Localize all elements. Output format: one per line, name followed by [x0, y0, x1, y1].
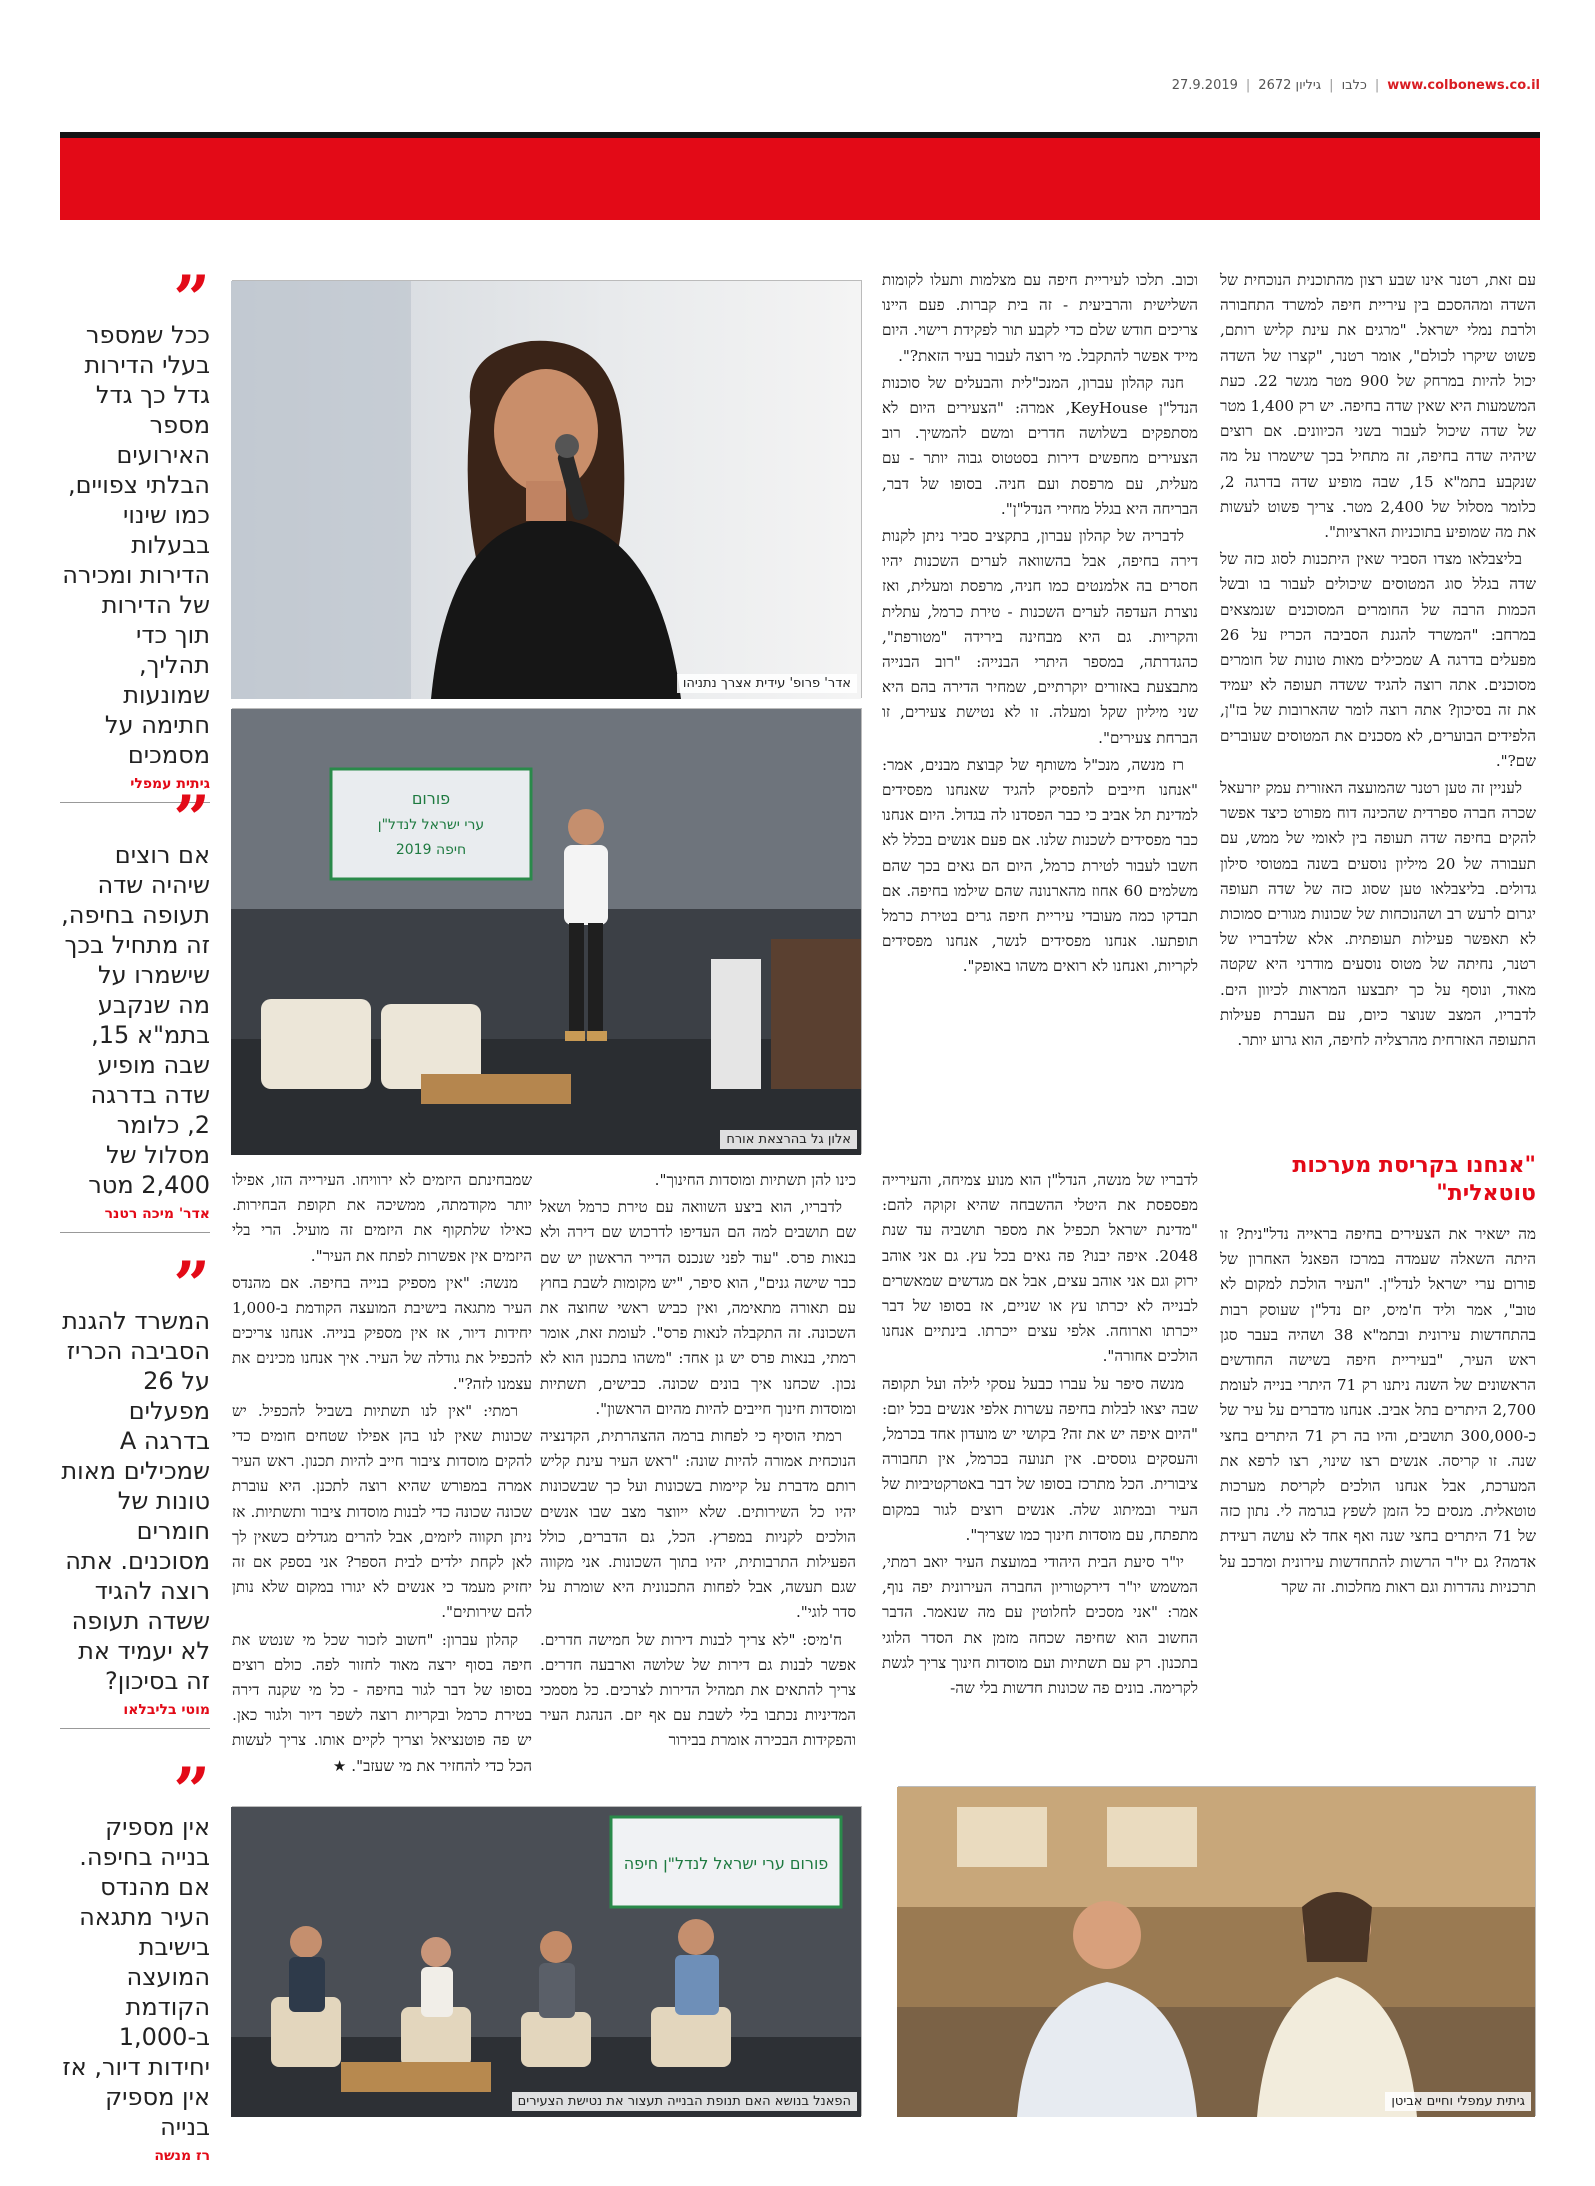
- photo-two-panelists: [898, 1786, 1536, 2116]
- issue-date: 27.9.2019: [1171, 77, 1238, 93]
- article-column-6: [232, 1168, 532, 1775]
- pull-quote: [60, 1248, 210, 1718]
- pull-quote-author: מוטי בליבלאו: [123, 1702, 210, 1718]
- header-separator: |: [1245, 77, 1251, 93]
- photo-speaker-woman: [232, 280, 862, 698]
- issue-number: גיליון 2672: [1258, 77, 1322, 93]
- pull-quote-text: המשרד להגנת הסביבה הכריז על 26 מפעלים בדרגה A שמכילים מאות טונות של חומרים מסוכנים. אתה רוצה להגיד ששדה תעופה לא יעמיד את זה בסיכון?: [61, 1307, 210, 1695]
- paper-name: כלבו: [1341, 77, 1367, 93]
- section-subhead: "אנחנו בקריסת מערכות טוטאלית": [1292, 1153, 1536, 1206]
- paragraph: יו"ר סיעת הבית היהודי במועצת העיר יואב רמתי, המשמש יו"ר דירקטוריון החברה העירונית יפה נוף, אמר: "אני מסכים לחלוטין עם מה שנאמר. הדבר החשוב הוא שחיפה שכחה מזמן את הסדר הלוגי בתכנון. רק עם תשתיות ועם מוסדות חינוך צריך לגשת לקרימה. בונים פה שכונות חדשות בלי שה-: [882, 1553, 1198, 1698]
- header-separator: |: [1374, 77, 1380, 93]
- paragraph: ח'מיס: "לא צריך לבנות דירות של חמישה חדרים. אפשר לבנות גם דירות של שלושה וארבעה חדרים. צריך להתאים את תמהיל הדירות לצרכים. כל מסמכי המדיניות נכתבו בלי לשבת עם אף יזם. הנהגת העיר והפקידות הבכירה אומרת בבירור: [540, 1630, 856, 1750]
- stage-sign-line2: ערי ישראל לנדל"ן: [377, 817, 485, 833]
- photo-caption: הפאנל בנושא האם תנופת הבנייה תעצור את נטישת הצעירים: [512, 2092, 857, 2111]
- page-header: [60, 74, 1540, 96]
- quote-mark-icon: ”: [173, 782, 210, 857]
- pull-quote-text: ככל שמספר בעלי הדירות גדל כך גדל מספר האירועים הבלתי צפויים, כמו שינוי בבעלות הדירות ומכירה של הדירות תוך כדי תהליך, שמונעות חתימה על מסמכים: [62, 321, 210, 769]
- photo-two-panelists-image: [897, 1787, 1535, 2117]
- photo-speaker-woman-image: [231, 281, 861, 699]
- panel-banner-text: פורום ערי ישראל לנדל"ן חיפה: [623, 1854, 829, 1873]
- paragraph: כינו להן תשתיות ומוסדות החינוך".: [654, 1171, 856, 1189]
- paragraph: בליצבלאו מצדו הסביר שאין היתכנות לסוג כזה של שדה בגלל סוג המטוסים שיכולים לעבור בו ובשל הכמות הרבה של החומרים המסוכנים שנמצאים במרחב: "המשרד להגנת הסביבה הכריז על 26 מפעלים בדרגה A שמכילים מאות טונות של חומרים מסוכנים. אתה רוצה להגיד ששדה תעופה לא יעמיד את זה בסיכון? אתה רוצה לומר שהארובות של בז"ן, הלפידים הבוערים, לא מסכנים את המטוסים שעוברים שם?".: [1220, 550, 1536, 770]
- pull-quote-author: אדר' מיכה רטנר: [104, 1206, 210, 1222]
- paragraph: מנשה: "אין מספיק בנייה בחיפה. אם מהנדס העיר מתגאה בישיבת המועצה הקודמת ב-1,000 יחידות דיור, אז אין מספיק בנייה. אנחנו צריכים להכפיל את גודלה של העיר. איך אנחנו מכינים את עצמנו לזה?".: [232, 1273, 532, 1393]
- article-column-1: [1220, 268, 1536, 1138]
- pull-quote-text: אם רוצים שיהיה שדה תעופה בחיפה, זה מתחיל בכך שישמרו על מה שנקבע בתמ"א 15, שבה מופיע שדה בדרגה 2, כלומר מסלול של 2,400 מטר: [61, 841, 210, 1199]
- article-column-2: [882, 268, 1198, 1138]
- article-column-4: [882, 1168, 1198, 1763]
- paragraph: שמבחינתם היזמים לא ירוויחו. העירייה הזו, אפילו יותר מקודמתה, ממשיכה את תקופת הבחירות. כאילו שלתקוף את היזמים זה מועיל. הרי בלי היזמים אין אפשרות לפתח את העיר".: [232, 1171, 532, 1265]
- pull-quote: [60, 262, 210, 792]
- paragraph: לדבריו של מנשה, הנדל"ן הוא מנוע צמיחה, והעירייה מפספסת את היטלי ההשבחה שהיא זקוקה להם: "מדינת ישראל תכפיל את מספר תושביה עד שנת 2048. איפה יבנו? פה גאים בכל עץ. גם אני אוהב ירוק וגם אני אוהב עצים, אבל אם מגדשים שמאשרים לבנייה לא יכרתו עץ או שניים, אז בסופו של דבר ייכרתו וארוחה. אלפי עצים ייכרתו. בינתיים אנחנו הולכים אחורה".: [882, 1171, 1198, 1366]
- photo-caption: גיתית עמפלי וחיים אביטן: [1385, 2092, 1531, 2111]
- photo-speaker-stage-image: [231, 709, 861, 1155]
- paragraph: לדבריה של קהלון עברון, בתקציב סביר ניתן לקנות דירה בחיפה, אבל בהשוואה לערים השכנות יהיו חסרים בה אלמנטים כמו חניה, מרפסת ומעלית, ואז נוצרת העדפה לערים השכנות - טירת כרמל, עתלית והקריות. גם היא מבחינה בירידה "מטורפת", כהגדרתה, במספר היתרי הבנייה: "רוב הבנייה מתבצעת באזורים יוקרתיים, שמחיר הדירה בהם היא שני מיליון שקל ומעלה. זו לא נטישת צעירים, זו הברחת צעירים".: [882, 527, 1198, 747]
- red-banner: [60, 132, 1540, 220]
- pull-quote-author: רז מנשה: [154, 2148, 210, 2164]
- site-link[interactable]: www.colbonews.co.il: [1387, 77, 1540, 93]
- article-column-3: [1220, 1222, 1536, 1792]
- paragraph: רמתי: "אין לנו תשתיות בשביל להכפיל. יש שכונות שאין לנו בהן אפילו שטחים חומים כדי להקים מוסדות ציבור חייב להיות תכנון. ראש העיר אמרה במפורש שהיא רוצה לתכנן. היא עוברת שכונה שכונה כדי לבנות מוסדות ציבור ותשתיות. אז ניתן תקווה ליזמים, אבל להרים מגדלים כשאין לך לאן לקחת ילדים לבית הספר? אני בספק אם זה יחזיק מעמד כי אנשים לא יגורו במקום שלא נותן להם שירותים".: [232, 1401, 532, 1622]
- paragraph: חנה קהלון עברון, המנכ"לית והבעלים של סוכנות הנדל"ן KeyHouse, אמרה: "הצעירים היום לא מסתפקים בשלושה חדרים ומשם להמשיך. רוב הצעירים מחפשים דירות בסטטוס גבוה יותר - עם מעלית, עם מרפסת ועם חניה. בסופו של דבר, הבריחה היא בגלל מחירי הנדל"ן".: [882, 373, 1198, 518]
- stage-sign-line1: פורום: [411, 789, 451, 808]
- photo-caption: אדר' פרופ' עידית אצרך נתניהו: [677, 674, 857, 693]
- photo-caption: אלון גל בהרצאת אורח: [720, 1130, 857, 1149]
- paragraph: מנשה סיפר על עברו כבעל עסקי לילה ועל תקופה שבה יצאו לבלות בחיפה עשרות אלפי אנשים בכל יום: "היום איפה יש את זה? בקושי יש מועדון אחד בכרמל, והעסקים גוססים. אין תנועה בכרמל, אין תחבורה ציבורית. הכל מתרכז בסופו של דבר באטרקטיביות של העיר ובמיתוג שלה. אנשים רוצים לגור במקום מתפתח, עם מוסדות חינוך כמו שצריך".: [882, 1374, 1198, 1544]
- quote-mark-icon: ”: [173, 1754, 210, 1829]
- paragraph: וכוב. תלכו לעיריית חיפה עם מצלמות ותעלו לקומות השלישית והרביעית - זה בית קברות. פעם היינו צריכים חודש שלם כדי לקבע תור לפקידת רישוי. היום מייד אפשר להתקבל. מי רוצה לעבור בעיר הזאת?".: [882, 271, 1198, 365]
- paragraph: לדבריו, הוא ביצע השוואה עם טירת כרמל ושאל שם תושבים למה הם העדיפו לדרכוש שם דירה ולא בנאות פרס. "עוד לפני שנכנס הדייר הראשון יש שם כבר שישה גנים", הוא סיפר, "יש מקומות לשבת בחוץ עם תאורה מתאימה, ואין כביש ראשי שחוצה את השכונה. זה התקבלה לנאות פרס". לעומת זאת, אומר רמתי, בנאות פרס יש גן אחד: "משהו בתכנון הוא לא נכון. שכחנו איך בונים שכונה. כבישים, תשתיות ומוסדות חינוך חייבים להיות מהיום הראשון".: [540, 1198, 856, 1418]
- pull-quote-author: גיתית עמפלי: [130, 776, 210, 792]
- quote-mark-icon: ”: [173, 1248, 210, 1323]
- pull-quote-text: אין מספיק בנייה בחיפה. אם מהנדס העיר מתגאה בישיבת המועצה הקודמת ב-1,000 יחידות דיור, אז אין מספיק בנייה: [62, 1813, 210, 2141]
- quote-mark-icon: ”: [173, 262, 210, 337]
- photo-panel-discussion-image: [231, 1807, 861, 2117]
- quote-divider: [60, 1232, 210, 1233]
- header-separator: |: [1329, 77, 1334, 93]
- pull-quote: [60, 1754, 210, 2164]
- article-column-5: [540, 1168, 856, 1763]
- paragraph: רמתי הוסיף כי לפחות ברמה ההצהרתית, הקדנציה הנוכחית אמורה להיות שונה: "ראש העיר עינת קליש רותם מדברת על קיימות בשכונות ועל כך שבשכונות יהיו כל השירותים. שלא ייווצר מצב שבו אנשים הולכים לקניות במפרץ. הכל, גם הדברים, כולל הפעילות התרבותית, יהיו בתוך השכונות. אני מקווה שגם תעשה, אבל לפחות התכנונית היא שומרת על סדר לוגי".: [540, 1427, 856, 1622]
- paragraph: קהלון עברון: "חשוב לזכור שכל מי שנטש את חיפה בסוף ירצה מאוד לחזור לפה. כולם רוצים בסופו של דבר לגור בחיפה - כל מי שקנה דירה בטירת כרמל ובקריות רוצה לשפר דיור ולגור כאן. יש פה פוטנציאל וצריך לקיים אותו. צריך לעשות הכל כדי להחזיר את מי שעזב". ★: [232, 1630, 532, 1775]
- paragraph: לעניין זה טען רטנר שהמועצה האזורית עמק יזרעאל שכרה חברה ספרדית שהכינה דוח מפורט כיצד אפשר להקים בחיפה שדה תעופה בין לאומי של ממש, עם תעבורה של 20 מיליון נוסעים בשנה במטוסי סילון גדולים. בליצבלאו טען שסוג כזה של שדה תעופה יגרום לרעש רב ושהנוכחות של שכונות מגורים סמוכות לא תאפשר פעילות תעופתית. אלא שלדבריו של רטנר, נחיתה של מטוס נוסעים מודרני היא שקטה מאוד, ונוסף על כך יתבצעו המראות לכיוון הים. לדבריו, המצב שנוצר כיום, עם העברת פעילות התעופה האזרחית מהרצליה לחיפה, הוא גרוע יותר.: [1220, 779, 1537, 1050]
- paragraph: מה ישאיר את הצעירים בחיפה בראייה נדל"נית? זו היתה השאלה שעמדה במרכז הפאנל האחרון של פורום ערי ישראל לנדל"ן. "העיר הולכת למקום לא טוב", אמר וליד ח'מיס, יזם נדל"ן שעוסק רבות בהתחדשות עירונית ובתמ"א 38 ושהיה בעבר סגן ראש העיר, "בעיריית חיפה בשישה החודשים הראשונים של השנה ניתנו רק 71 היתרי בנייה לעומת 2,700 היתרים בתל אביב. אנחנו מדברים על עיר של כ-300,000 תושבים, והיו בה רק 71 היתרים בחצי שנה. זו קריסה. אנשים רצו שינוי, רצו לרפא את המערכת, אבל אנחנו הולכים לקריסת מערכות טוטאלית. מנסים כל הזמן לשפץ בגרמה לי. נתון כזה של 71 היתרים בחצי שנה ואף אחד לא עושה רעידת אדמה? גם יו"ר הרשות להתחדשות עירונית ומרכב על תרכניות נהדרות וגם ראות מחלכות. זה שקר: [1220, 1225, 1537, 1596]
- photo-panel-discussion: [232, 1806, 862, 2116]
- paragraph: רז מנשה, מנכ"ל משותף של קבוצת מבנים, אמר: "אנחנו חייבים להפסיק להגיד שאנחנו מפסידים למדינת תל אביב כי כבר הפסדנו לה בגדול. היום אנחנו כבר מפסידים לשכנות שלנו. אם פעם אנשים בכלל לא חשבו לעבור לטירת כרמל, היום הם גאים בכך שהם משלמים 60 אחוז מהארנונה שהם שילמו בחיפה. אם תבדקו כמה מעובדי עיריית חיפה גרים בטירת כרמל תופתעו. אנחנו מפסידים לנשר, אנחנו מפסידים לקריות, ואנחנו לא רואים משהו באופק".: [882, 755, 1198, 976]
- photo-speaker-stage: [232, 708, 862, 1154]
- stage-sign-line3: חיפה 2019: [395, 842, 467, 858]
- paragraph: עם זאת, רטנר אינו שבע רצון מהתוכנית הנוכחית של השדה ומההסכם בין עיריית חיפה למשרד התחבורה ולרבת נמלי ישראל. "מרגים את עינת קליש רותם, פשוט שיקרו לכולם", אומר רטנר, "קצרו של השדה יכול להיות במרחק של 900 מטר מגשר 22. כעת המשמעות היא שאין שדה בחיפה. יש רק 1,400 מטר של שדה שיכול לעבור בשני הכיוונים. אם רוצים שיהיה שדה בחיפה, זה מתחיל בכך שישמרו על מה שנקבע בתמ"א 15, שבה מופיע שדה בדרגה 2, כלומר מסלול של 2,400 מטר. צריך פשוט לעשות את מה שמופיע בתוכניות הארציות".: [1220, 271, 1536, 542]
- quote-divider: [60, 1728, 210, 1729]
